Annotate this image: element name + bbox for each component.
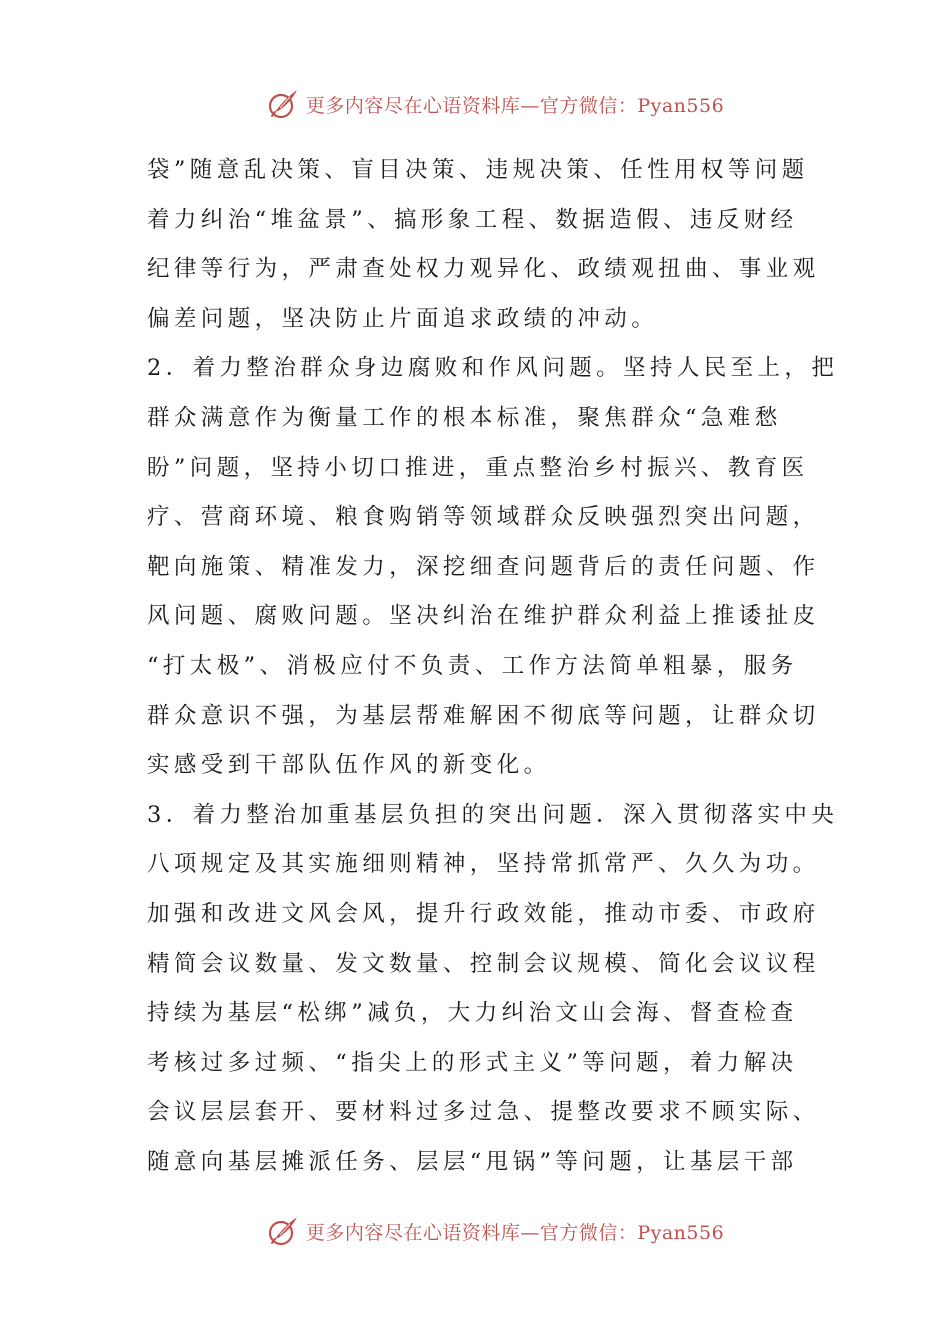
text-line: 风问题、腐败问题。坚决纠治在维护群众利益上推诿扯皮	[147, 603, 820, 630]
text-line: 偏差问题，坚决防止片面追求政绩的冲动。	[147, 305, 659, 332]
text-line: 靶向施策、精准发力，深挖细查问题背后的责任问题、作	[147, 553, 820, 580]
text-line: 盼”问题，坚持小切口推进，重点整治乡村振兴、教育医	[147, 454, 809, 481]
text-line: 袋”随意乱决策、盲目决策、违规决策、任性用权等问题	[147, 157, 809, 183]
document-body	[147, 146, 839, 1187]
section-heading-line: 3．着力整治加重基层负担的突出问题．深入贯彻落实中央	[147, 801, 839, 828]
header-banner-content	[266, 87, 724, 121]
text-line: 加强和改进文风会风，提升行政效能，推动市委、市政府	[147, 900, 820, 927]
quill-pen-circle-icon	[266, 87, 300, 121]
text-line: 着力纠治“堆盆景”、搞形象工程、数据造假、违反财经	[147, 206, 798, 233]
header-banner-text: 更多内容尽在心语资料库—官方微信：Pyan556	[305, 94, 725, 117]
text-line: 精简会议数量、发文数量、控制会议规模、简化会议议程	[147, 950, 820, 977]
text-line: 纪律等行为，严肃查处权力观异化、政绩观扭曲、事业观	[147, 256, 820, 283]
footer-banner-text: 更多内容尽在心语资料库—官方微信：Pyan556	[305, 1221, 725, 1244]
text-line: 持续为基层“松绑”减负，大力纠治文山会海、督查检查	[147, 1000, 798, 1027]
quill-pen-circle-icon	[266, 1214, 300, 1248]
text-line: “打太极”、消极应付不负责、工作方法简单粗暴，服务	[147, 652, 798, 679]
text-line: 疗、营商环境、粮食购销等领域群众反映强烈突出问题，	[147, 504, 820, 531]
text-line: 群众满意作为衡量工作的根本标准，聚焦群众“急难愁	[147, 404, 782, 431]
text-line: 实感受到干部队伍作风的新变化。	[147, 752, 551, 779]
text-line: 八项规定及其实施细则精神，坚持常抓常严、久久为功。	[147, 851, 820, 878]
text-line: 会议层层套开、要材料过多过急、提整改要求不顾实际、	[147, 1099, 820, 1126]
text-line: 考核过多过频、“指尖上的形式主义”等问题，着力解决	[147, 1049, 798, 1076]
header-banner	[0, 82, 950, 126]
text-line: 随意向基层摊派任务、层层“甩锅”等问题，让基层干部	[147, 1148, 798, 1175]
footer-banner-content	[266, 1214, 724, 1248]
footer-banner	[0, 1209, 950, 1253]
text-line: 群众意识不强，为基层帮难解困不彻底等问题，让群众切	[147, 702, 820, 729]
section-heading-line: 2．着力整治群众身边腐败和作风问题。坚持人民至上，把	[147, 355, 839, 382]
